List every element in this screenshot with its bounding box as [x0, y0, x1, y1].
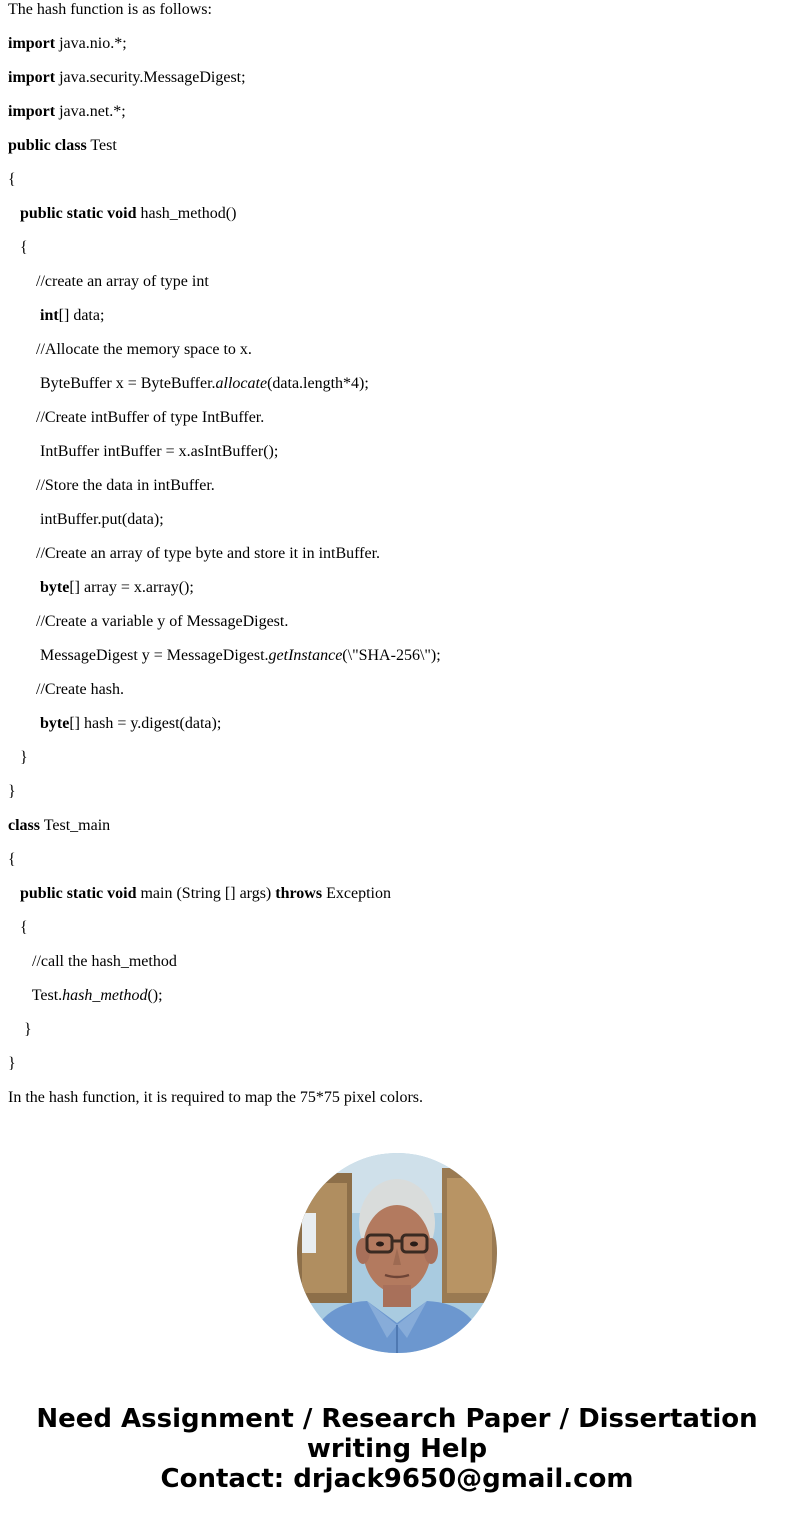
code-line: { — [8, 851, 16, 868]
indent — [8, 715, 40, 732]
code-text: main (String [] args) — [136, 885, 276, 902]
code-line: } — [8, 1055, 16, 1072]
code-comment: //Create hash. — [8, 681, 124, 698]
code-text: (data.length*4); — [267, 375, 369, 392]
keyword: public class — [8, 137, 87, 154]
code-comment: //create an array of type int — [8, 273, 209, 290]
keyword: throws — [275, 885, 323, 902]
code-line — [8, 647, 441, 665]
code-line: } — [8, 1021, 32, 1038]
keyword: public static void — [20, 205, 137, 222]
contact-line: Contact: drjack9650@gmail.com — [160, 1464, 634, 1494]
code-text: [] data; — [58, 307, 105, 324]
code-line — [8, 103, 126, 121]
method-name: getInstance — [268, 647, 343, 664]
code-text: hash_method() — [136, 205, 237, 222]
code-line — [8, 987, 163, 1005]
code-line: intBuffer.put(data); — [8, 511, 164, 528]
keyword: import — [8, 69, 56, 86]
code-text: MessageDigest y = MessageDigest. — [8, 647, 269, 664]
promo-line: Need Assignment / Research Paper / Dissertation — [36, 1404, 758, 1434]
code-text: Exception — [322, 885, 391, 902]
code-text: ByteBuffer x = ByteBuffer. — [8, 375, 216, 392]
indent — [8, 885, 20, 902]
code-comment: //Create intBuffer of type IntBuffer. — [8, 409, 265, 426]
outro-text: In the hash function, it is required to map the 75*75 pixel colors. — [8, 1089, 424, 1106]
code-comment: //Create a variable y of MessageDigest. — [8, 613, 289, 630]
code-text: java.nio.*; — [55, 35, 127, 52]
code-line: } — [8, 783, 16, 800]
indent — [8, 579, 40, 596]
code-line — [8, 137, 117, 155]
keyword: byte — [40, 579, 70, 596]
method-name: allocate — [215, 375, 268, 392]
code-line — [8, 205, 236, 223]
keyword: import — [8, 35, 56, 52]
promo-banner — [0, 1404, 794, 1494]
code-text: Test — [86, 137, 117, 154]
code-text: java.net.*; — [55, 103, 126, 120]
indent — [8, 307, 40, 324]
promo-line: writing Help — [306, 1434, 488, 1464]
code-line — [8, 69, 246, 87]
code-text: [] array = x.array(); — [69, 579, 194, 596]
method-name: hash_method — [62, 987, 148, 1004]
code-text: (\"SHA-256\"); — [342, 647, 441, 664]
code-text: Test_main — [40, 817, 111, 834]
intro-text: The hash function is as follows: — [8, 1, 212, 18]
code-line: IntBuffer intBuffer = x.asIntBuffer(); — [8, 443, 279, 460]
code-line: { — [8, 171, 16, 188]
keyword: byte — [40, 715, 70, 732]
keyword: class — [8, 817, 40, 834]
code-comment: //call the hash_method — [8, 953, 177, 970]
keyword: public static void — [20, 885, 137, 902]
code-line: } — [8, 749, 28, 766]
indent — [8, 205, 20, 222]
code-line: { — [8, 239, 28, 256]
code-text: java.security.MessageDigest; — [55, 69, 246, 86]
code-comment: //Create an array of type byte and store it in intBuffer. — [8, 545, 381, 562]
code-comment: //Allocate the memory space to x. — [8, 341, 252, 358]
code-line — [8, 579, 194, 597]
code-text: [] hash = y.digest(data); — [69, 715, 222, 732]
code-line — [8, 817, 110, 835]
code-line — [8, 307, 104, 325]
code-line — [8, 885, 391, 903]
portrait-image — [297, 1153, 497, 1353]
code-text: Test. — [8, 987, 63, 1004]
code-text: (); — [147, 987, 163, 1004]
author-photo — [297, 1153, 497, 1353]
keyword: import — [8, 103, 56, 120]
keyword: int — [40, 307, 59, 324]
code-line — [8, 375, 369, 393]
code-line — [8, 715, 221, 733]
code-line: { — [8, 919, 28, 936]
code-line — [8, 35, 127, 53]
code-comment: //Store the data in intBuffer. — [8, 477, 215, 494]
